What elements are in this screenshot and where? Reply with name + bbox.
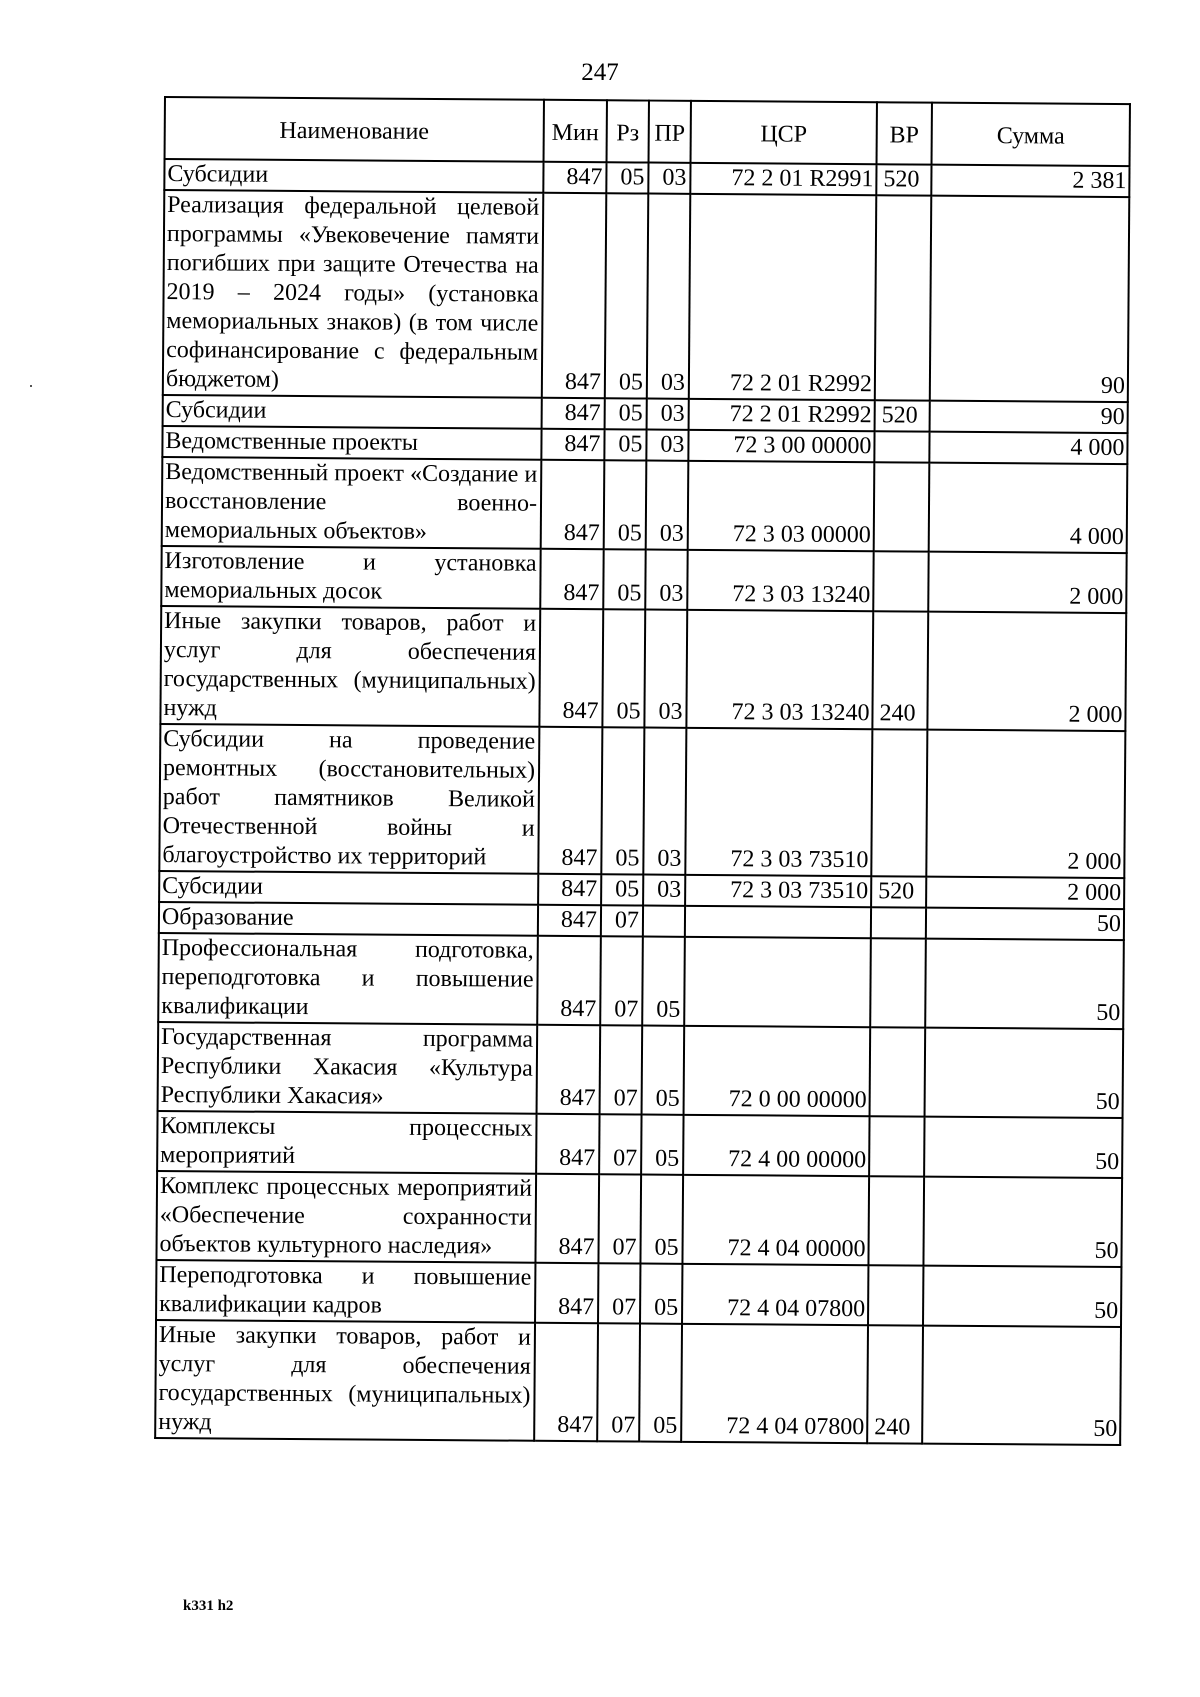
cell-name: Субсидии	[164, 159, 543, 193]
cell-rz: 05	[603, 549, 645, 609]
table-row	[161, 546, 1126, 613]
cell-name: Профессиональная подготовка, переподготовка и повышение квалификации	[158, 933, 538, 1025]
cell-rz: 05	[604, 460, 647, 549]
cell-vr: 240	[872, 611, 928, 729]
cell-csr: 72 0 00 00000	[684, 1026, 871, 1116]
cell-vr	[870, 1027, 926, 1116]
header-rz: Рз	[607, 100, 649, 162]
header-sum: Сумма	[932, 103, 1130, 166]
cell-min: 847	[535, 1174, 599, 1263]
cell-sum: 50	[925, 939, 1124, 1029]
cell-csr: 72 4 04 00000	[682, 1175, 869, 1265]
cell-csr: 72 2 01 R2991	[690, 163, 876, 195]
budget-table	[154, 96, 1131, 1446]
cell-name: Переподготовка и повышение квалификации кадров	[156, 1260, 535, 1323]
cell-min: 847	[540, 549, 603, 609]
cell-vr: 520	[871, 876, 926, 907]
cell-name: Субсидии на проведение ремонтных (восстановительных) работ памятников Великой Отечественной войны и благоустройство их территорий	[159, 724, 539, 874]
cell-vr	[870, 938, 926, 1027]
cell-name: Иные закупки товаров, работ и услуг для обеспечения государственных (муниципальных) нужд	[155, 1320, 535, 1441]
footer-code: k331 h2	[183, 1598, 234, 1614]
cell-vr	[874, 462, 930, 551]
cell-min: 847	[538, 905, 601, 936]
cell-name: Изготовление и установка мемориальных досок	[161, 546, 540, 609]
cell-sum: 2 000	[927, 612, 1126, 731]
cell-rz: 05	[606, 162, 648, 193]
cell-rz: 07	[599, 1114, 641, 1174]
cell-name: Ведомственные проекты	[162, 426, 541, 460]
cell-min: 847	[538, 727, 602, 874]
cell-min: 847	[543, 162, 606, 193]
cell-min: 847	[542, 398, 605, 429]
cell-sum: 50	[924, 1117, 1122, 1178]
cell-csr: 72 3 03 73510	[685, 875, 871, 907]
cell-min: 847	[537, 936, 601, 1025]
table-row	[156, 1260, 1121, 1327]
scan-dot	[30, 385, 32, 387]
cell-csr: 72 3 03 13240	[686, 610, 873, 729]
cell-rz: 07	[600, 1025, 643, 1114]
cell-min: 847	[541, 429, 604, 460]
cell-sum: 2 000	[928, 552, 1126, 613]
cell-name: Комплекс процессных мероприятий «Обеспечение сохранности объектов культурного наследия»	[156, 1171, 536, 1263]
cell-sum: 4 000	[929, 463, 1128, 553]
cell-min: 847	[542, 193, 607, 398]
cell-sum: 50	[926, 908, 1124, 940]
cell-pr: 03	[647, 194, 691, 399]
cell-pr: 05	[640, 1264, 682, 1324]
cell-csr: 72 4 00 00000	[683, 1115, 869, 1176]
table-row	[156, 1171, 1122, 1267]
cell-vr	[871, 907, 926, 938]
cell-vr	[875, 195, 932, 400]
cell-pr: 05	[642, 1026, 685, 1115]
cell-pr: 03	[645, 550, 687, 610]
header-csr: ЦСР	[691, 101, 877, 164]
cell-sum: 90	[930, 196, 1129, 402]
cell-vr	[869, 1116, 924, 1176]
page-number: 247	[581, 59, 619, 86]
cell-csr	[685, 906, 871, 938]
header-pr: ПР	[649, 101, 691, 163]
cell-csr: 72 2 01 R2992	[689, 194, 876, 400]
cell-csr: 72 4 04 07800	[681, 1324, 868, 1443]
cell-rz: 05	[601, 727, 644, 874]
cell-pr: 05	[642, 937, 685, 1026]
cell-pr: 03	[643, 875, 685, 906]
cell-rz: 05	[605, 398, 647, 429]
cell-pr: 03	[643, 728, 686, 875]
cell-name: Образование	[159, 902, 538, 936]
cell-pr: 05	[639, 1324, 682, 1442]
cell-rz: 07	[597, 1323, 640, 1441]
table-row	[158, 1022, 1124, 1118]
cell-sum: 2 000	[926, 730, 1125, 878]
cell-name: Субсидии	[163, 395, 542, 429]
cell-rz: 07	[598, 1174, 641, 1263]
header-min: Мин	[544, 100, 607, 162]
cell-rz: 07	[598, 1263, 640, 1323]
cell-vr	[873, 551, 928, 611]
table-row	[162, 457, 1128, 553]
table-row	[157, 1111, 1122, 1178]
cell-pr: 03	[646, 461, 689, 550]
cell-csr: 72 3 03 13240	[687, 550, 873, 611]
cell-csr: 72 4 04 07800	[682, 1264, 868, 1325]
cell-pr: 05	[641, 1115, 683, 1175]
cell-name: Реализация федеральной целевой программы «Увековечение памяти погибших при защите Отечества на 2019 – 2024 годы» (установка мемориальных знаков) (в том числе софинансирование с федеральным бюджетом)	[163, 190, 543, 398]
cell-pr: 03	[646, 430, 688, 461]
cell-vr	[871, 729, 927, 876]
cell-sum: 50	[923, 1177, 1122, 1267]
cell-min: 847	[538, 874, 601, 905]
cell-vr: 520	[875, 400, 930, 431]
cell-vr	[868, 1176, 924, 1265]
header-name: Наименование	[165, 97, 544, 162]
header-vr: ВР	[877, 102, 932, 164]
cell-rz: 05	[602, 609, 645, 727]
cell-sum: 50	[923, 1266, 1121, 1327]
cell-sum: 50	[925, 1028, 1124, 1118]
cell-min: 847	[541, 460, 605, 549]
cell-rz: 05	[601, 874, 643, 905]
cell-csr: 72 3 03 73510	[685, 728, 872, 876]
cell-name: Государственная программа Республики Хакасия «Культура Республики Хакасия»	[158, 1022, 538, 1114]
cell-min: 847	[534, 1323, 598, 1441]
cell-name: Иные закупки товаров, работ и услуг для обеспечения государственных (муниципальных) нужд	[160, 606, 540, 727]
cell-pr: 03	[644, 610, 687, 728]
cell-pr	[643, 906, 685, 937]
cell-min: 847	[536, 1114, 599, 1174]
cell-rz: 07	[600, 936, 643, 1025]
cell-sum: 2 000	[926, 877, 1124, 909]
cell-rz: 07	[601, 905, 643, 936]
cell-csr: 72 3 00 00000	[688, 430, 874, 462]
table-row	[158, 933, 1124, 1029]
table-row	[155, 1320, 1121, 1445]
cell-csr: 72 3 03 00000	[688, 461, 875, 551]
cell-min: 847	[537, 1025, 601, 1114]
cell-pr: 03	[648, 163, 690, 194]
cell-min: 847	[535, 1263, 598, 1323]
cell-rz: 05	[605, 193, 649, 398]
cell-name: Субсидии	[159, 871, 538, 905]
cell-vr	[874, 431, 929, 462]
cell-pr: 05	[640, 1175, 683, 1264]
table-header-row	[165, 97, 1130, 166]
cell-csr	[684, 937, 871, 1027]
cell-sum: 2 381	[931, 165, 1129, 197]
cell-min: 847	[539, 609, 603, 727]
cell-vr: 520	[876, 164, 931, 195]
cell-sum: 90	[930, 401, 1128, 433]
cell-name: Комплексы процессных мероприятий	[157, 1111, 536, 1174]
cell-csr: 72 2 01 R2992	[689, 399, 875, 431]
cell-vr: 240	[867, 1325, 923, 1443]
cell-sum: 4 000	[929, 432, 1127, 464]
cell-sum: 50	[922, 1326, 1121, 1445]
table-row	[160, 606, 1126, 731]
cell-vr	[868, 1265, 923, 1325]
cell-rz: 05	[604, 429, 646, 460]
cell-name: Ведомственный проект «Создание и восстановление военно-мемориальных объектов»	[162, 457, 542, 549]
table-row	[163, 190, 1129, 402]
cell-pr: 03	[647, 399, 689, 430]
table-row	[159, 724, 1125, 878]
